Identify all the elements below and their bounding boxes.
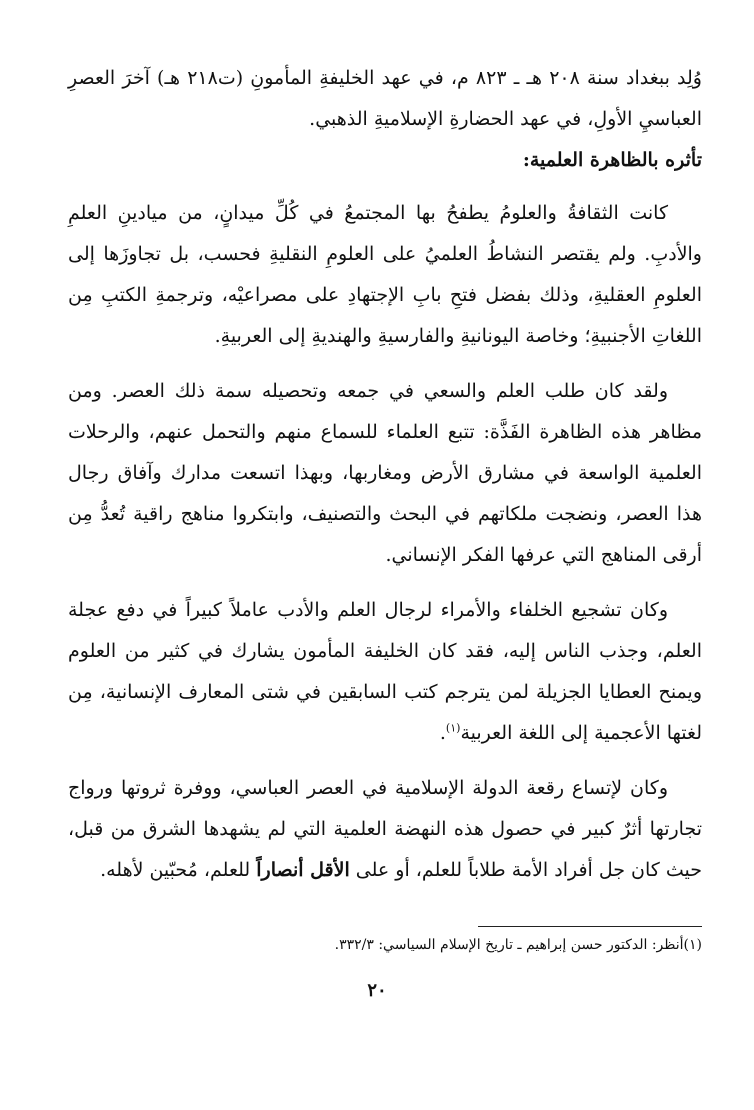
section-heading: تأثره بالظاهرة العلمية: [522, 149, 702, 171]
footnote: (١)أنظر: الدكتور حسن إبراهيم ـ تاريخ الإسلام السياسي: ٣٣٢/٣. [334, 937, 702, 953]
paragraph-expansion-end: للعلم، مُحبّين لأهله. [100, 859, 257, 881]
paragraph-caliphs-end: . [439, 722, 446, 744]
paragraph-birth: وُلِد ببغداد سنة ٢٠٨ هـ ـ ٨٢٣ م، في عهد الخليفةِ المأمونِ (ت٢١٨ هـ) آخرَ العصرِ العباسيِ الأولِ، في عهد الحضارةِ الإسلاميةِ الذهبي. [68, 67, 702, 130]
paragraph-caliphs-text: وكان تشجيع الخلفاء والأمراء لرجال العلم والأدب عاملاً كبيراً في دفع عجلة العلم، وجذب الناس إليه، فقد كان الخليفة المأمون يشارك في كثير من العلوم ويمنح العطايا الجزيلة لمن يترجم كتب السابقين في شتى المعارف الإنسانية، مِن لغتها الأعجمية إلى اللغة العربية [68, 599, 702, 744]
page-body [68, 58, 702, 891]
paragraph-expansion-bold: الأقل أنصاراً [256, 859, 350, 881]
footnote-divider [478, 926, 702, 927]
paragraph-seeking-knowledge: ولقد كان طلب العلم والسعي في جمعه وتحصيله سمة ذلك العصر. ومن مظاهر هذه الظاهرة الفَذَّة: تتبع العلماء للسماع منهم والتحمل عنهم، والرحلات العلمية الواسعة في مشارق الأرض ومغاربها، وبهذا اتسعت مدارك وآفاق رجال هذا العصر، ونضجت ملكاتهم في البحث والتصنيف، وابتكروا مناهج راقية تُعدُّ مِن أرقى المناهج التي عرفها الفكر الإنساني. [68, 380, 702, 566]
page-number: ٢٠ [367, 980, 387, 1001]
paragraph-caliphs [68, 590, 702, 754]
paragraph-expansion [68, 768, 702, 891]
footnote-reference: (١) [445, 721, 461, 735]
paragraph-expansion-start: وكان لإتساع رقعة الدولة الإسلامية في العصر العباسي، ووفرة ثروتها ورواج تجارتها أثرٌ كبير في حصول هذه النهضة العلمية التي لم يشهدها الشرق من قبل، حيث كان جل أفراد الأمة طلاباً للعلم، أو على [68, 777, 702, 881]
paragraph-culture: كانت الثقافةُ والعلومُ يطفحُ بها المجتمعُ في كُلِّ ميدانٍ، من ميادينِ العلمِ والأدبِ. ولم يقتصر النشاطُ العلميُ على العلومِ النقليةِ فحسب، بل تجاوزَها إلى العلومِ العقليةِ، وذلك بفضل فتحِ بابِ الإجتهادِ على مصراعيْه، وترجمةِ الكتبِ مِن اللغاتِ الأجنبيةِ؛ وخاصة اليونانيةِ والفارسيةِ والهنديةِ إلى العربيةِ. [68, 202, 702, 347]
